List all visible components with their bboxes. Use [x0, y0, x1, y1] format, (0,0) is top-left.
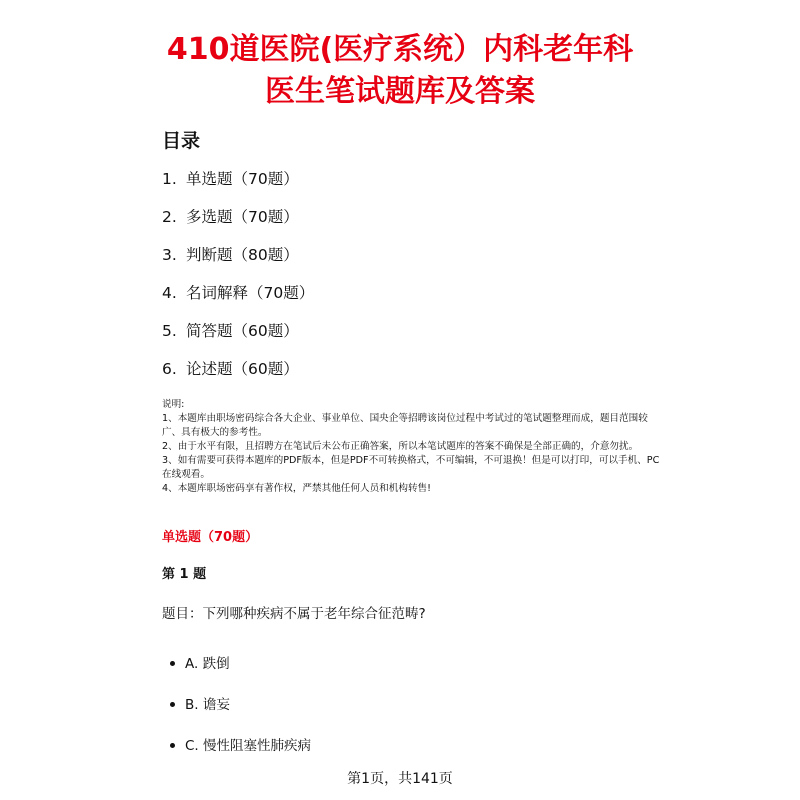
section-title: 单选题（70题）	[162, 530, 259, 545]
note-item: 2、由于水平有限，且招聘方在笔试后未公布正确答案，所以本笔试题库的答案不确保是全部正确的，介意勿扰。	[162, 441, 639, 452]
toc-item	[162, 242, 314, 280]
toc-item-label: 多选题（70题）	[186, 208, 299, 226]
toc-item-label: 单选题（70题）	[186, 170, 299, 188]
answer-option	[170, 684, 311, 725]
toc-item-number: 6.	[162, 360, 177, 378]
toc-item-number: 5.	[162, 322, 177, 340]
answer-options	[170, 643, 311, 766]
bullet-icon	[170, 702, 175, 707]
toc-item	[162, 204, 314, 242]
toc-item-label: 判断题（80题）	[186, 246, 299, 264]
toc-item-number: 3.	[162, 246, 177, 264]
toc-item	[162, 280, 314, 318]
answer-option	[170, 643, 311, 684]
note-item: 3、如有需要可获得本题库的PDF版本，但是PDF不可转换格式，不可编辑，不可退换！但是可以打印，可以手机、PC在线观看。	[162, 455, 660, 480]
bullet-icon	[170, 743, 175, 748]
toc-item	[162, 356, 314, 394]
notes-heading: 说明:	[162, 399, 185, 410]
toc-item-label: 名词解释（70题）	[186, 284, 315, 302]
toc-item-number: 1.	[162, 170, 177, 188]
question-number: 第 1 题	[162, 567, 207, 582]
answer-option-label: C. 慢性阻塞性肺疾病	[185, 737, 312, 754]
answer-option-label: A. 跌倒	[185, 655, 230, 672]
note-item: 1、本题库由职场密码综合各大企业、事业单位、国央企等招聘该岗位过程中考试过的笔试题整理而成，题目范围较广、具有极大的参考性。	[162, 413, 648, 438]
toc-item-number: 2.	[162, 208, 177, 226]
toc-item	[162, 318, 314, 356]
toc-item	[162, 166, 314, 204]
toc-item-label: 简答题（60题）	[186, 322, 299, 340]
document-title-line-2: 医生笔试题库及答案	[265, 74, 535, 109]
answer-option	[170, 725, 311, 766]
table-of-contents	[162, 166, 314, 394]
answer-option-label: B. 谵妄	[185, 696, 230, 713]
bullet-icon	[170, 661, 175, 666]
toc-item-number: 4.	[162, 284, 177, 302]
notes-block	[162, 398, 662, 496]
note-item: 4、本题库职场密码享有著作权，严禁其他任何人员和机构转售!	[162, 483, 431, 494]
document-title-line-1: 410道医院(医疗系统）内科老年科	[166, 32, 634, 67]
question-text: 题目：下列哪种疾病不属于老年综合征范畴?	[162, 606, 426, 622]
toc-heading: 目录	[162, 130, 201, 152]
page-footer: 第1页，共141页	[347, 771, 453, 787]
toc-item-label: 论述题（60题）	[186, 360, 299, 378]
